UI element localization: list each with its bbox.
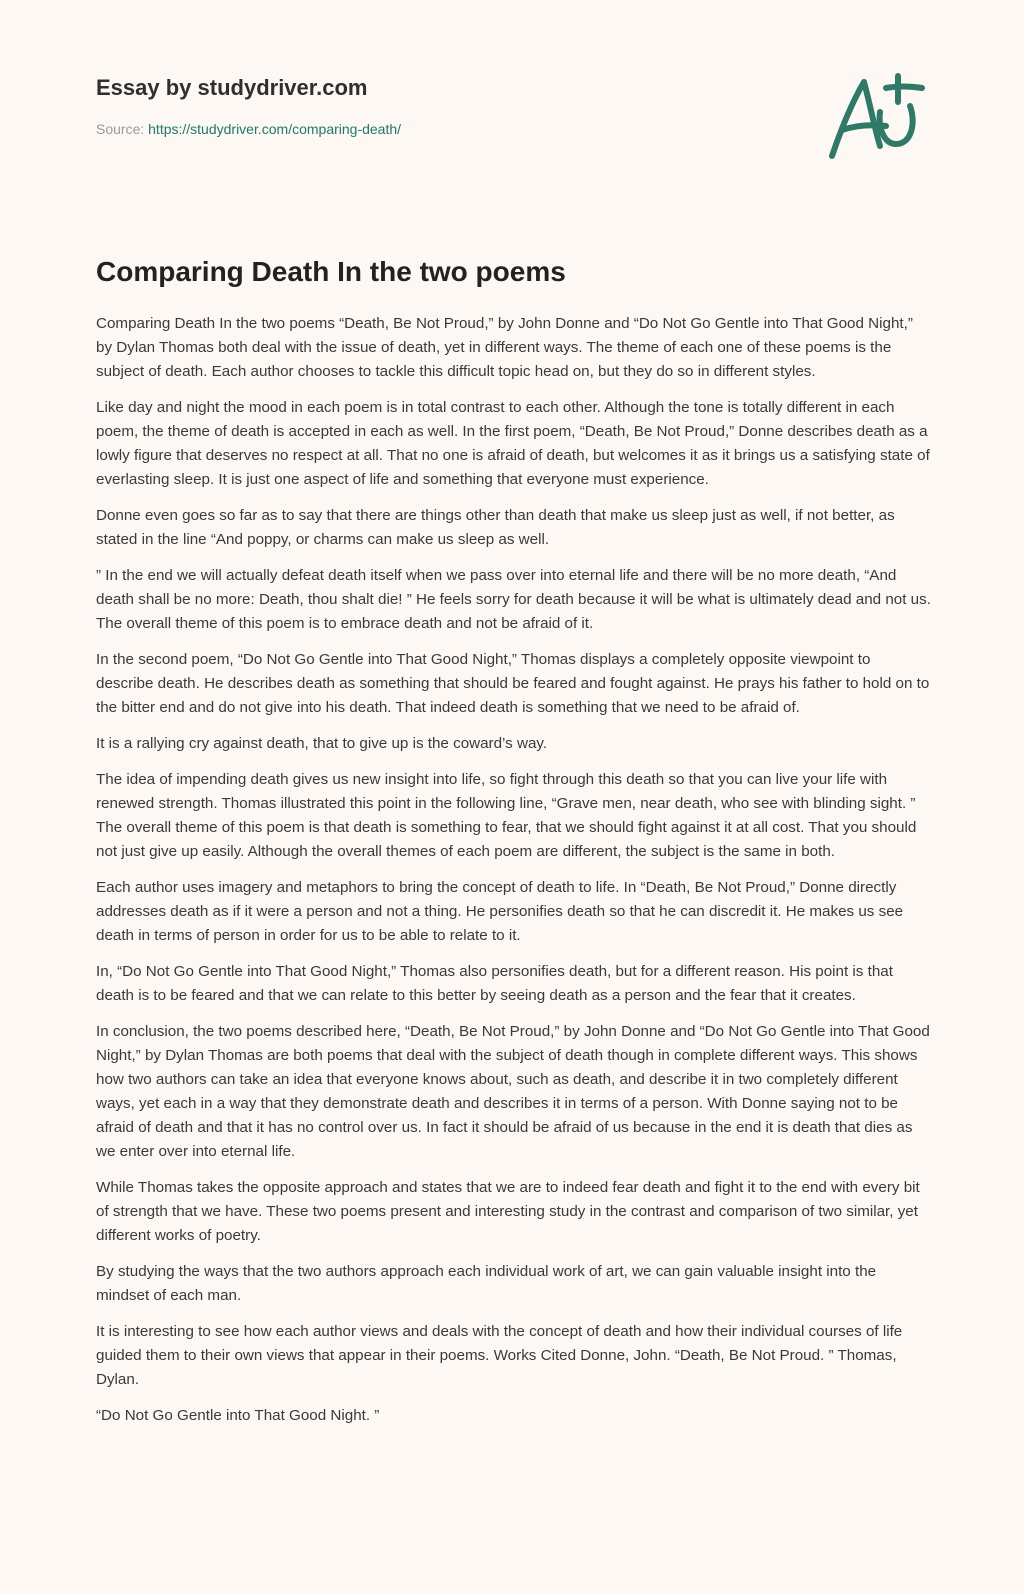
essay-paragraph: By studying the ways that the two authors approach each individual work of art, we can gain valuable insight into the mindset of each man. [96, 1263, 877, 1304]
essay-paragraph: While Thomas takes the opposite approach and states that we are to indeed fear death and fight it to the end with every bit of strength that we have. These two poems present and interesting study in the contrast and comparison of two similar, yet different works of poetry. [96, 1179, 920, 1244]
essay-paragraph: Comparing Death In the two poems “Death, Be Not Proud,” by John Donne and “Do Not Go Gentle into That Good Night,” by Dylan Thomas both deal with the issue of death, yet in different ways. The theme of each one of these poems is the subject of death. Each author chooses to tackle this difficult topic head on, but they do so in different styles. [96, 315, 913, 380]
essay-title: Comparing Death In the two poems [96, 256, 566, 287]
site-title: Essay by studydriver.com [96, 75, 368, 100]
a-plus-logo-icon [824, 72, 934, 168]
essay-paragraph: Each author uses imagery and metaphors to bring the concept of death to life. In “Death, Be Not Proud,” Donne directly addresses death as if it were a person and not a thing. He personifies death so that he can discredit it. He makes us see death in terms of person in order for us to be able to relate to it. [96, 879, 904, 944]
essay-paragraph: The idea of impending death gives us new insight into life, so fight through this death so that you can live your life with renewed strength. Thomas illustrated this point in the following line, “Grave men, near death, who see with blinding sight. ” The overall theme of this poem is that death is something to fear, that we should fight against it at all cost. That you should not just give up easily. Although the overall themes of each poem are different, the subject is the same in both. [96, 771, 917, 860]
essay-paragraph: It is interesting to see how each author views and deals with the concept of death and how their individual courses of life guided them to their own views that appear in their poems. Works Cited Donne, John. “Death, Be Not Proud. ” Thomas, Dylan. [96, 1323, 903, 1388]
essay-paragraph: ” In the end we will actually defeat death itself when we pass over into eternal life and there will be no more death, “And death shall be no more: Death, thou shalt die! ” He feels sorry for death because it will be what is ultimately dead and not us. The overall theme of this poem is to embrace death and not be afraid of it. [96, 567, 931, 632]
essay-paragraph: Donne even goes so far as to say that there are things other than death that make us sleep just as well, if not better, as stated in the line “And poppy, or charms can make us sleep as well. [96, 507, 895, 548]
essay-main [96, 254, 932, 1440]
essay-paragraph: In, “Do Not Go Gentle into That Good Night,” Thomas also personifies death, but for a different reason. His point is that death is to be feared and that we can relate to this better by seeing death as a person and the fear that it creates. [96, 963, 893, 1004]
source-label: Source: [96, 121, 149, 137]
essay-body [96, 312, 932, 1428]
essay-paragraph: In the second poem, “Do Not Go Gentle into That Good Night,” Thomas displays a completely opposite viewpoint to describe death. He describes death as something that should be feared and fought against. He prays his father to hold on to the bitter end and do not give into his death. That indeed death is something that we need to be afraid of. [96, 651, 930, 716]
essay-paragraph: In conclusion, the two poems described here, “Death, Be Not Proud,” by John Donne and “Do Not Go Gentle into That Good Night,” by Dylan Thomas are both poems that deal with the subject of death though in complete different ways. This shows how two authors can take an idea that everyone knows about, such as death, and describe it in two completely different ways, yet each in a way that they demonstrate death and describes it in terms of a person. With Donne saying not to be afraid of death and that it has no control over us. In fact it should be afraid of us because in the end it is death that dies as we enter over into eternal life. [96, 1023, 930, 1160]
essay-paragraph: It is a rallying cry against death, that to give up is the coward’s way. [96, 735, 548, 752]
essay-paragraph: Like day and night the mood in each poem is in total contrast to each other. Although the tone is totally different in each poem, the theme of death is accepted in each as well. In the first poem, “Death, Be Not Proud,” Donne describes death as a lowly figure that deserves no respect at all. That no one is afraid of death, but welcomes it as it brings us a satisfying state of everlasting sleep. It is just one aspect of life and something that everyone must experience. [96, 399, 930, 488]
page-header [96, 74, 836, 138]
source-link[interactable]: https://studydriver.com/comparing-death/ [148, 121, 402, 137]
source-line [96, 120, 836, 138]
essay-paragraph: “Do Not Go Gentle into That Good Night. ” [96, 1407, 380, 1424]
